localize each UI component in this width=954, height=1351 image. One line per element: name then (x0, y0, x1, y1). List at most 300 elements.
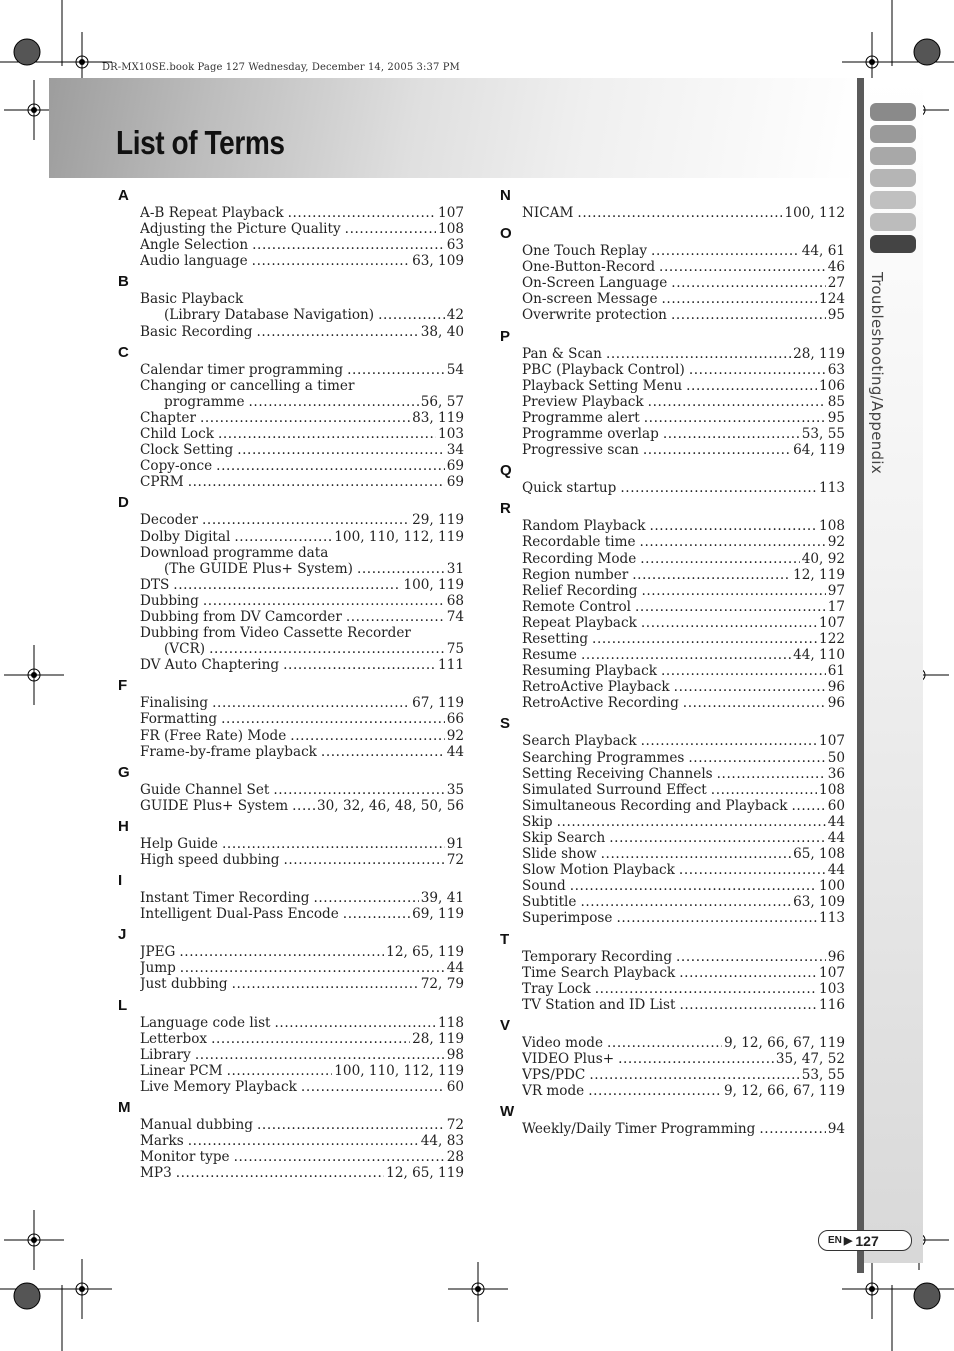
dot-leader (643, 442, 791, 458)
index-term: Skip Search (522, 830, 606, 846)
index-term: Basic Recording (140, 323, 253, 340)
index-term: Calendar timer programming (140, 361, 344, 378)
dot-leader (237, 442, 444, 458)
index-entry (140, 744, 464, 760)
dot-leader (301, 1079, 445, 1095)
dot-leader (273, 782, 444, 798)
index-page-refs: 46 (827, 259, 845, 276)
index-term: Chapter (140, 409, 196, 426)
dot-leader (717, 766, 826, 782)
index-page-refs: 108 (438, 221, 464, 238)
index-term: (The GUIDE Plus+ System) (164, 560, 353, 577)
dot-leader (609, 830, 825, 846)
index-column-left (118, 183, 464, 1181)
index-page-refs: 100, 110, 112, 119 (334, 1062, 464, 1079)
index-term: Programme overlap (522, 426, 659, 443)
page-title: List of Terms (116, 124, 285, 161)
dot-leader (683, 695, 826, 711)
dot-leader (592, 631, 817, 647)
index-term: Finalising (140, 695, 209, 712)
index-page-refs: 65, 108 (793, 846, 845, 863)
index-term: Preview Playback (522, 393, 644, 410)
index-page-refs: 103 (438, 426, 464, 443)
index-term: Instant Timer Recording (140, 890, 310, 907)
index-page-refs: 60 (827, 797, 845, 814)
index-letter-heading: F (118, 677, 128, 695)
section-tabs (870, 103, 916, 257)
index-page-refs: 108 (819, 781, 845, 798)
dot-leader (606, 346, 791, 362)
index-page-refs: 28, 119 (412, 1030, 464, 1047)
index-entry (140, 960, 464, 976)
index-page-refs: 53, 55 (801, 1067, 845, 1084)
index-page-refs: 42 (446, 307, 464, 324)
index-term: Changing or cancelling a timer (140, 377, 355, 394)
index-term: Manual dubbing (140, 1117, 253, 1134)
index-term: Marks (140, 1133, 184, 1150)
dot-leader (661, 663, 826, 679)
index-entry (522, 346, 845, 362)
index-page-refs: 72 (446, 1117, 464, 1134)
index-term: Slide show (522, 846, 597, 863)
index-page-refs: 74 (446, 608, 464, 625)
index-term: Angle Selection (140, 237, 249, 254)
index-letter-heading: B (118, 273, 129, 291)
index-term: One-Button-Record (522, 259, 656, 276)
index-term: Guide Channel Set (140, 781, 270, 798)
index-entry (522, 647, 845, 663)
dot-leader (663, 426, 800, 442)
index-page-refs: 61 (827, 663, 845, 680)
dot-leader (632, 567, 791, 583)
file-header: DR-MX10SE.book Page 127 Wednesday, December 14, 2005 3:37 PM (102, 62, 460, 73)
index-entry (140, 890, 464, 906)
index-term: RetroActive Recording (522, 695, 679, 712)
index-page-refs: 118 (438, 1014, 464, 1031)
dot-leader (711, 782, 817, 798)
index-term: Skip (522, 813, 553, 830)
section-tab (870, 191, 916, 209)
index-term: Slow Motion Playback (522, 862, 675, 879)
section-tab (870, 213, 916, 231)
dot-leader (313, 890, 418, 906)
index-page-refs: 100, 112 (784, 205, 845, 221)
index-entry (140, 1047, 464, 1063)
index-page-refs: 68 (446, 592, 464, 609)
section-tab (870, 103, 916, 121)
index-term: Tray Lock (522, 980, 591, 997)
index-entry (522, 981, 845, 997)
dot-leader (607, 1035, 722, 1051)
index-page-refs: 31 (446, 560, 464, 577)
dot-leader (649, 518, 817, 534)
index-page-refs: 63, 109 (793, 894, 845, 911)
index-page-refs: 107 (819, 964, 845, 981)
index-letter-heading: S (500, 715, 511, 733)
index-term: Download programme data (140, 544, 329, 561)
index-entry (140, 711, 464, 727)
index-entry (140, 545, 464, 561)
index-entry (140, 1079, 464, 1095)
index-term: Live Memory Playback (140, 1078, 297, 1095)
index-entry (522, 259, 845, 275)
dot-leader (195, 1047, 445, 1063)
index-page-refs: 44 (827, 830, 845, 846)
index-letter-heading: T (500, 930, 510, 948)
dot-leader (234, 1149, 445, 1165)
dot-leader (257, 1117, 445, 1133)
dot-leader (640, 551, 799, 567)
index-entry (140, 442, 464, 458)
index-term: Dubbing from Video Cassette Recorder (140, 625, 411, 642)
index-page-refs: 44 (827, 862, 845, 879)
index-page-refs: 28, 119 (793, 345, 845, 362)
index-term: Repeat Playback (522, 614, 637, 631)
dot-leader (570, 878, 817, 894)
index-term: Child Lock (140, 426, 214, 443)
index-entry (140, 291, 464, 307)
index-entry (522, 1121, 845, 1137)
index-term: Weekly/Daily Timer Programming (522, 1121, 756, 1138)
index-entry (140, 458, 464, 474)
index-term: Clock Setting (140, 442, 234, 459)
index-entry (140, 657, 464, 673)
index-term: Monitor type (140, 1149, 230, 1166)
index-entry (140, 378, 464, 394)
index-entry (140, 695, 464, 711)
index-term: Playback Setting Menu (522, 377, 683, 394)
index-entry (522, 275, 845, 291)
index-page-refs: 113 (819, 910, 845, 927)
index-page-refs: 60 (446, 1078, 464, 1095)
index-term: DV Auto Chaptering (140, 657, 280, 674)
dot-leader (203, 593, 445, 609)
index-letter-heading: P (500, 327, 511, 345)
index-term: Relief Recording (522, 582, 638, 599)
index-page-refs: 17 (827, 598, 845, 615)
index-letter-heading: C (118, 343, 129, 361)
index-page-refs: 69, 119 (412, 906, 464, 923)
index-page-refs: 95 (827, 307, 845, 324)
dot-leader (209, 641, 445, 657)
index-letter-heading: R (500, 500, 511, 518)
dot-leader (232, 976, 419, 992)
index-term: (Library Database Navigation) (164, 307, 375, 324)
index-entry (522, 798, 845, 814)
dot-leader (595, 981, 817, 997)
section-tab (870, 147, 916, 165)
dot-leader (662, 291, 818, 307)
index-entry (140, 906, 464, 922)
index-term: Simulated Surround Effect (522, 781, 707, 798)
dot-leader (218, 426, 436, 442)
dot-leader (378, 307, 445, 323)
index-term: Programme alert (522, 409, 640, 426)
index-letter-heading: L (118, 996, 128, 1014)
index-term: DTS (140, 576, 170, 593)
index-letter-heading: H (118, 817, 129, 835)
index-term: Pan & Scan (522, 345, 602, 362)
dot-leader (616, 910, 817, 926)
index-term: MP3 (140, 1165, 172, 1182)
dot-leader (290, 728, 444, 744)
index-entry (522, 518, 845, 534)
index-term: Region number (522, 566, 629, 583)
index-term: Letterbox (140, 1030, 208, 1047)
dot-leader (601, 846, 791, 862)
index-term: Simultaneous Recording and Playback (522, 797, 788, 814)
dot-leader (180, 960, 445, 976)
dot-leader (283, 852, 444, 868)
index-term: Copy-once (140, 458, 213, 475)
index-term: PBC (Playback Control) (522, 361, 685, 378)
dot-leader (671, 275, 825, 291)
index-page-refs: 69 (446, 458, 464, 475)
index-term: Setting Receiving Channels (522, 765, 713, 782)
dot-leader (689, 362, 826, 378)
dot-leader (283, 657, 436, 673)
index-term: Subtitle (522, 894, 577, 911)
index-term: Jump (140, 960, 176, 977)
index-page-refs: 67, 119 (412, 695, 464, 712)
index-page-refs: 40, 92 (801, 550, 845, 567)
index-term: Language code list (140, 1014, 271, 1031)
index-page-refs: 44, 83 (420, 1133, 464, 1150)
index-page-refs: 44 (446, 743, 464, 760)
index-page-refs: 39, 41 (420, 890, 464, 907)
dot-leader (321, 744, 445, 760)
dot-leader (288, 205, 436, 221)
dot-leader (211, 1031, 410, 1047)
index-page-refs: 75 (446, 641, 464, 658)
index-page-refs: 85 (827, 393, 845, 410)
index-page-refs: 12, 119 (793, 566, 845, 583)
index-page-refs: 35 (446, 781, 464, 798)
dot-leader (641, 733, 817, 749)
index-entry (140, 625, 464, 641)
index-term: Resetting (522, 630, 589, 647)
index-entry (522, 1083, 845, 1099)
index-entry (140, 221, 464, 237)
index-term: High speed dubbing (140, 852, 280, 868)
index-term: NICAM (522, 205, 574, 221)
index-page-refs: 63 (446, 237, 464, 254)
index-letter-heading: Q (500, 462, 512, 480)
index-entry (522, 830, 845, 846)
index-term: Progressive scan (522, 442, 639, 459)
index-entry (522, 695, 845, 711)
index-entry (522, 362, 845, 378)
index-entry (522, 599, 845, 615)
index-term: CPRM (140, 474, 184, 491)
index-page-refs: 28 (446, 1149, 464, 1166)
index-entry (522, 410, 845, 426)
dot-leader (679, 965, 817, 981)
dot-leader (648, 394, 826, 410)
index-entry (140, 641, 464, 657)
dot-leader (173, 577, 401, 593)
index-entry (522, 997, 845, 1013)
index-page-refs: 100, 110, 112, 119 (334, 528, 464, 545)
index-term: Searching Programmes (522, 749, 685, 766)
index-entry (522, 480, 845, 496)
index-entry (522, 291, 845, 307)
index-entry (522, 910, 845, 926)
index-page-refs: 35, 47, 52 (775, 1051, 845, 1068)
index-entry (140, 237, 464, 253)
index-term: Basic Playback (140, 291, 244, 308)
dot-leader (557, 814, 826, 830)
index-term: On-Screen Language (522, 275, 668, 292)
language-code: EN (828, 1235, 842, 1246)
index-entry (140, 1015, 464, 1031)
index-entry (140, 976, 464, 992)
section-tab (870, 125, 916, 143)
index-page-refs: 44, 61 (801, 243, 845, 260)
index-page-refs: 9, 12, 66, 67, 119 (723, 1034, 845, 1051)
section-tab (870, 169, 916, 187)
index-term: FR (Free Rate) Mode (140, 727, 287, 744)
index-page-refs: 124 (819, 291, 845, 308)
index-page-refs: 108 (819, 518, 845, 535)
index-page-refs: 122 (819, 630, 845, 647)
index-term: RetroActive Playback (522, 679, 670, 696)
dot-leader (641, 583, 825, 599)
dot-leader (343, 906, 410, 922)
index-entry (522, 846, 845, 862)
index-page-refs: 34 (446, 442, 464, 459)
index-entry (522, 243, 845, 259)
index-entry (522, 534, 845, 550)
index-page-refs: 12, 65, 119 (386, 1165, 464, 1182)
index-entry (140, 362, 464, 378)
dot-leader (202, 512, 410, 528)
index-entry (522, 862, 845, 878)
index-page-refs: 100 (819, 878, 845, 895)
index-entry (140, 1031, 464, 1047)
index-entry (140, 426, 464, 442)
index-letter-heading: I (118, 872, 123, 890)
index-column-right (500, 183, 845, 1137)
index-entry (522, 394, 845, 410)
dot-leader (345, 221, 436, 237)
dot-leader (618, 1051, 774, 1067)
index-entry (140, 253, 464, 269)
index-page-refs: 64, 119 (793, 442, 845, 459)
index-page-refs: 113 (819, 480, 845, 497)
index-term: Audio language (140, 253, 248, 270)
index-term: On-screen Message (522, 291, 658, 308)
index-letter-heading: N (500, 187, 511, 204)
index-term: Quick startup (522, 480, 617, 497)
index-entry (522, 814, 845, 830)
index-letter-heading: V (500, 1016, 511, 1034)
index-entry (522, 615, 845, 631)
dot-leader (589, 1067, 799, 1083)
index-entry (140, 577, 464, 593)
index-page-refs: 111 (438, 657, 464, 674)
index-page-refs: 94 (827, 1121, 845, 1138)
dot-leader (679, 997, 817, 1013)
index-letter-heading: W (500, 1103, 515, 1121)
index-entry (522, 583, 845, 599)
index-entry (522, 307, 845, 323)
index-entry (140, 1165, 464, 1181)
index-term: JPEG (140, 944, 176, 961)
index-entry (522, 551, 845, 567)
index-term: VR mode (522, 1083, 585, 1100)
dot-leader (679, 862, 826, 878)
index-page-refs: 107 (819, 614, 845, 631)
index-term: Superimpose (522, 910, 613, 927)
index-term: Search Playback (522, 733, 637, 750)
index-letter-heading: J (118, 926, 127, 944)
index-page-refs: 38, 40 (420, 323, 464, 340)
dot-leader (249, 394, 419, 410)
index-page-refs: 12, 65, 119 (386, 944, 464, 961)
index-page-refs: 72 (446, 852, 464, 868)
dot-leader (686, 378, 817, 394)
index-page-refs: 63, 109 (412, 253, 464, 270)
index-entry (140, 1063, 464, 1079)
index-term: Random Playback (522, 518, 646, 535)
index-entry (522, 894, 845, 910)
index-term: Decoder (140, 512, 198, 529)
index-entry (140, 1117, 464, 1133)
index-term: Resume (522, 647, 577, 664)
index-entry (522, 378, 845, 394)
index-entry (522, 679, 845, 695)
index-entry (522, 1051, 845, 1067)
index-entry (140, 410, 464, 426)
index-page-refs: 96 (827, 679, 845, 696)
dot-leader (671, 307, 826, 323)
dot-leader (222, 836, 445, 852)
index-term: TV Station and ID List (522, 996, 676, 1013)
dot-leader (256, 324, 418, 340)
index-page-refs: 107 (438, 205, 464, 221)
index-page-refs: 92 (827, 534, 845, 551)
index-entry (522, 1067, 845, 1083)
index-entry (140, 836, 464, 852)
index-entry (522, 965, 845, 981)
index-term: Dubbing from DV Camcorder (140, 608, 342, 625)
dot-leader (640, 534, 826, 550)
dot-leader (252, 237, 445, 253)
index-term: VPS/PDC (522, 1067, 586, 1084)
index-term: Dubbing (140, 592, 199, 609)
index-page-refs: 56, 57 (420, 393, 464, 410)
index-entry (140, 609, 464, 625)
index-page-refs: 63 (827, 361, 845, 378)
index-term: Frame-by-frame playback (140, 743, 317, 760)
index-entry (140, 798, 464, 814)
index-page-refs: 50 (827, 749, 845, 766)
index-entry (140, 1149, 464, 1165)
index-entry (140, 561, 464, 577)
index-term: programme (164, 393, 245, 410)
dot-leader (346, 609, 445, 625)
dot-leader (674, 679, 826, 695)
dot-leader (212, 695, 410, 711)
index-term: Video mode (522, 1034, 603, 1051)
dot-leader (275, 1015, 437, 1031)
index-entry (140, 205, 464, 221)
index-entry (140, 1133, 464, 1149)
dot-leader (644, 410, 826, 426)
dot-leader (581, 647, 791, 663)
index-entry (140, 728, 464, 744)
